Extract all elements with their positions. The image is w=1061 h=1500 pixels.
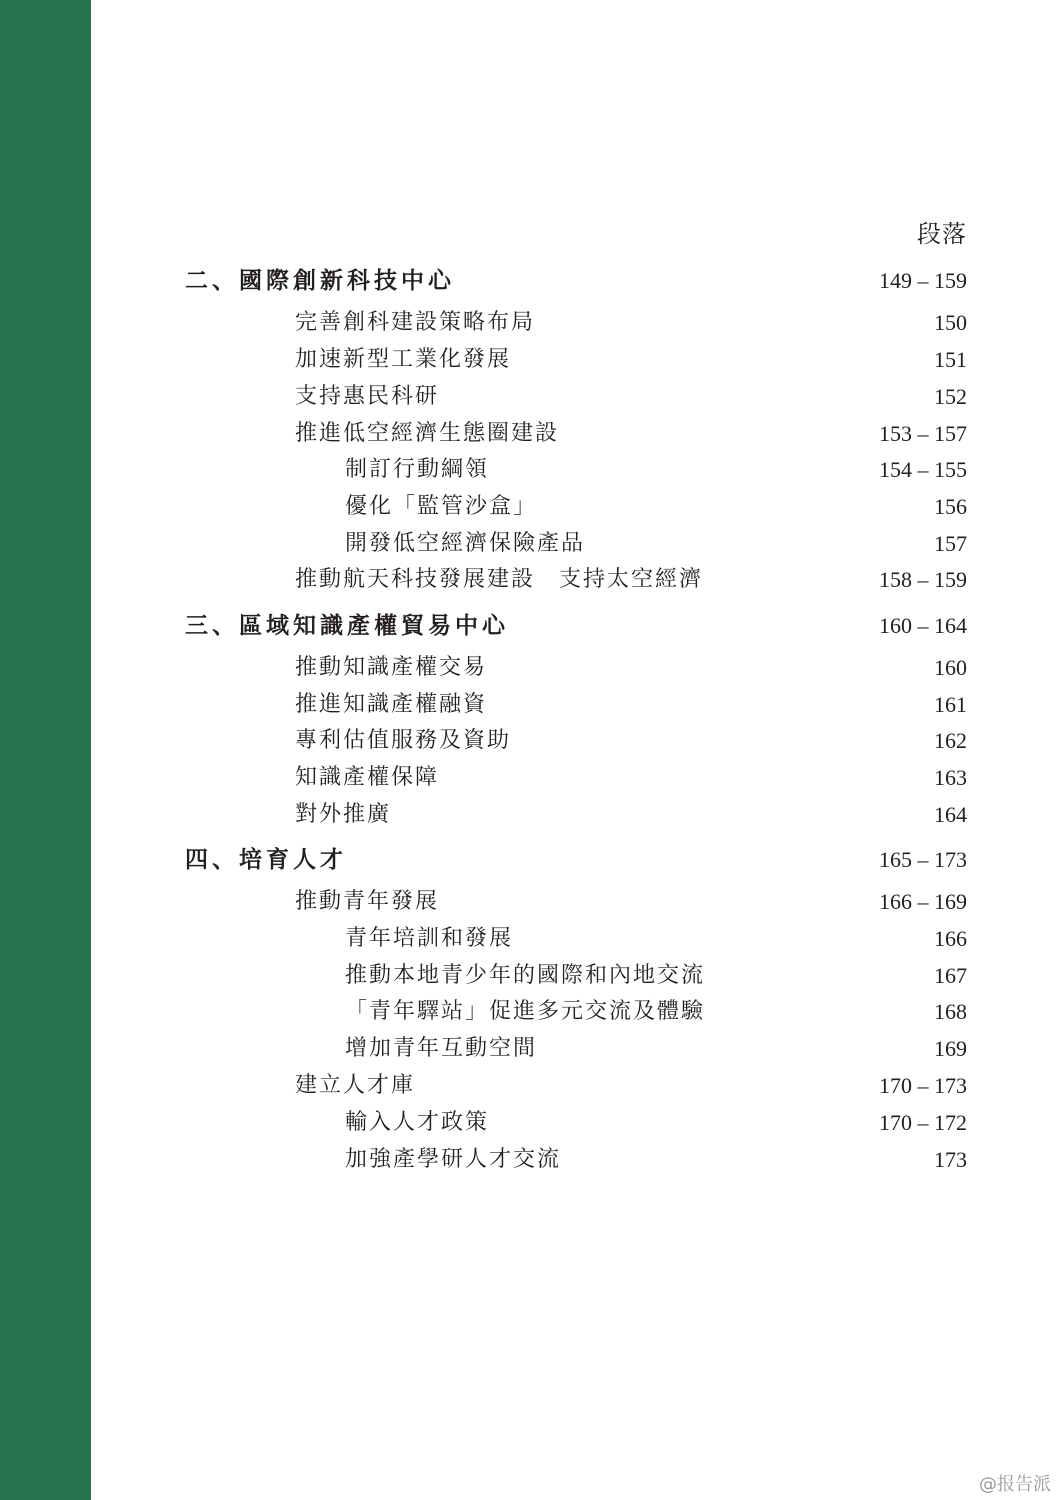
toc-paragraph-range: 165 – 173 <box>879 847 967 872</box>
toc-paragraph-range: 151 <box>934 347 967 372</box>
toc-paragraph-range: 160 – 164 <box>879 613 967 638</box>
toc-item[interactable] <box>0 724 1061 758</box>
toc-paragraph-range: 150 <box>934 310 967 335</box>
toc-section-heading[interactable] <box>0 264 1061 298</box>
toc-item[interactable] <box>0 343 1061 377</box>
toc-section-heading[interactable] <box>0 843 1061 877</box>
toc-paragraph-range: 169 <box>934 1036 967 1061</box>
toc-entry-title: 青年培訓和發展 <box>345 926 514 951</box>
paragraph-column-header: 段落 <box>917 220 967 248</box>
toc-item[interactable] <box>0 380 1061 414</box>
toc-subitem[interactable] <box>0 453 1061 487</box>
toc-subitem[interactable] <box>0 527 1061 561</box>
toc-subitem[interactable] <box>0 995 1061 1029</box>
toc-entry-title: 增加青年互動空間 <box>345 1036 538 1061</box>
toc-entry-title: 加速新型工業化發展 <box>295 347 512 372</box>
toc-entry-title: 加強產學研人才交流 <box>345 1147 562 1172</box>
toc-item[interactable] <box>0 688 1061 722</box>
toc-subitem[interactable] <box>0 1143 1061 1177</box>
toc-paragraph-range: 152 <box>934 384 967 409</box>
toc-item[interactable] <box>0 651 1061 685</box>
toc-entry-title: 推動本地青少年的國際和內地交流 <box>345 963 706 988</box>
toc-entry-title: 推進知識產權融資 <box>295 692 488 717</box>
toc-entry-title: 三、區域知識產權貿易中心 <box>185 612 509 639</box>
toc-paragraph-range: 170 – 172 <box>879 1110 967 1135</box>
toc-item[interactable] <box>0 417 1061 451</box>
toc-item[interactable] <box>0 1069 1061 1103</box>
toc-entry-title: 知識產權保障 <box>295 765 440 790</box>
toc-subitem[interactable] <box>0 922 1061 956</box>
toc-subitem[interactable] <box>0 959 1061 993</box>
toc-entry-title: 「青年驛站」促進多元交流及體驗 <box>345 999 706 1024</box>
toc-subitem[interactable] <box>0 1032 1061 1066</box>
toc-entry-title: 推動知識產權交易 <box>295 655 488 680</box>
toc-entry-title: 支持惠民科研 <box>295 384 440 409</box>
toc-subitem[interactable] <box>0 490 1061 524</box>
toc-entry-title: 建立人才庫 <box>295 1073 416 1098</box>
toc-entry-title: 制訂行動綱領 <box>345 457 490 482</box>
toc-paragraph-range: 163 <box>934 765 967 790</box>
toc-paragraph-range: 168 <box>934 999 967 1024</box>
toc-item[interactable] <box>0 885 1061 919</box>
toc-item[interactable] <box>0 761 1061 795</box>
toc-section-heading[interactable] <box>0 609 1061 643</box>
toc-entry-title: 推動航天科技發展建設 支持太空經濟 <box>295 567 704 592</box>
toc-item[interactable] <box>0 563 1061 597</box>
toc-paragraph-range: 167 <box>934 963 967 988</box>
toc-entry-title: 完善創科建設策略布局 <box>295 310 536 335</box>
toc-entry-title: 二、國際創新科技中心 <box>185 267 455 294</box>
toc-paragraph-range: 160 <box>934 655 967 680</box>
toc-entry-title: 優化「監管沙盒」 <box>345 494 538 519</box>
toc-paragraph-range: 166 <box>934 926 967 951</box>
toc-paragraph-range: 149 – 159 <box>879 268 967 293</box>
toc-entry-title: 推進低空經濟生態圈建設 <box>295 421 560 446</box>
toc-paragraph-range: 170 – 173 <box>879 1073 967 1098</box>
toc-paragraph-range: 164 <box>934 802 967 827</box>
toc-paragraph-range: 166 – 169 <box>879 889 967 914</box>
toc-entry-title: 對外推廣 <box>295 802 392 827</box>
toc-paragraph-range: 158 – 159 <box>879 567 967 592</box>
toc-paragraph-range: 156 <box>934 494 967 519</box>
toc-paragraph-range: 162 <box>934 728 967 753</box>
toc-paragraph-range: 173 <box>934 1147 967 1172</box>
toc-paragraph-range: 154 – 155 <box>879 457 967 482</box>
toc-entry-title: 專利估值服務及資助 <box>295 728 512 753</box>
toc-entry-title: 輸入人才政策 <box>345 1110 490 1135</box>
toc-item[interactable] <box>0 306 1061 340</box>
watermark: @报告派 <box>979 1474 1051 1495</box>
toc-paragraph-range: 157 <box>934 531 967 556</box>
toc-item[interactable] <box>0 798 1061 832</box>
toc-subitem[interactable] <box>0 1106 1061 1140</box>
toc-entry-title: 開發低空經濟保險產品 <box>345 531 586 556</box>
toc-paragraph-range: 153 – 157 <box>879 421 967 446</box>
toc-paragraph-range: 161 <box>934 692 967 717</box>
toc-entry-title: 推動青年發展 <box>295 889 440 914</box>
toc-entry-title: 四、培育人才 <box>185 846 347 873</box>
